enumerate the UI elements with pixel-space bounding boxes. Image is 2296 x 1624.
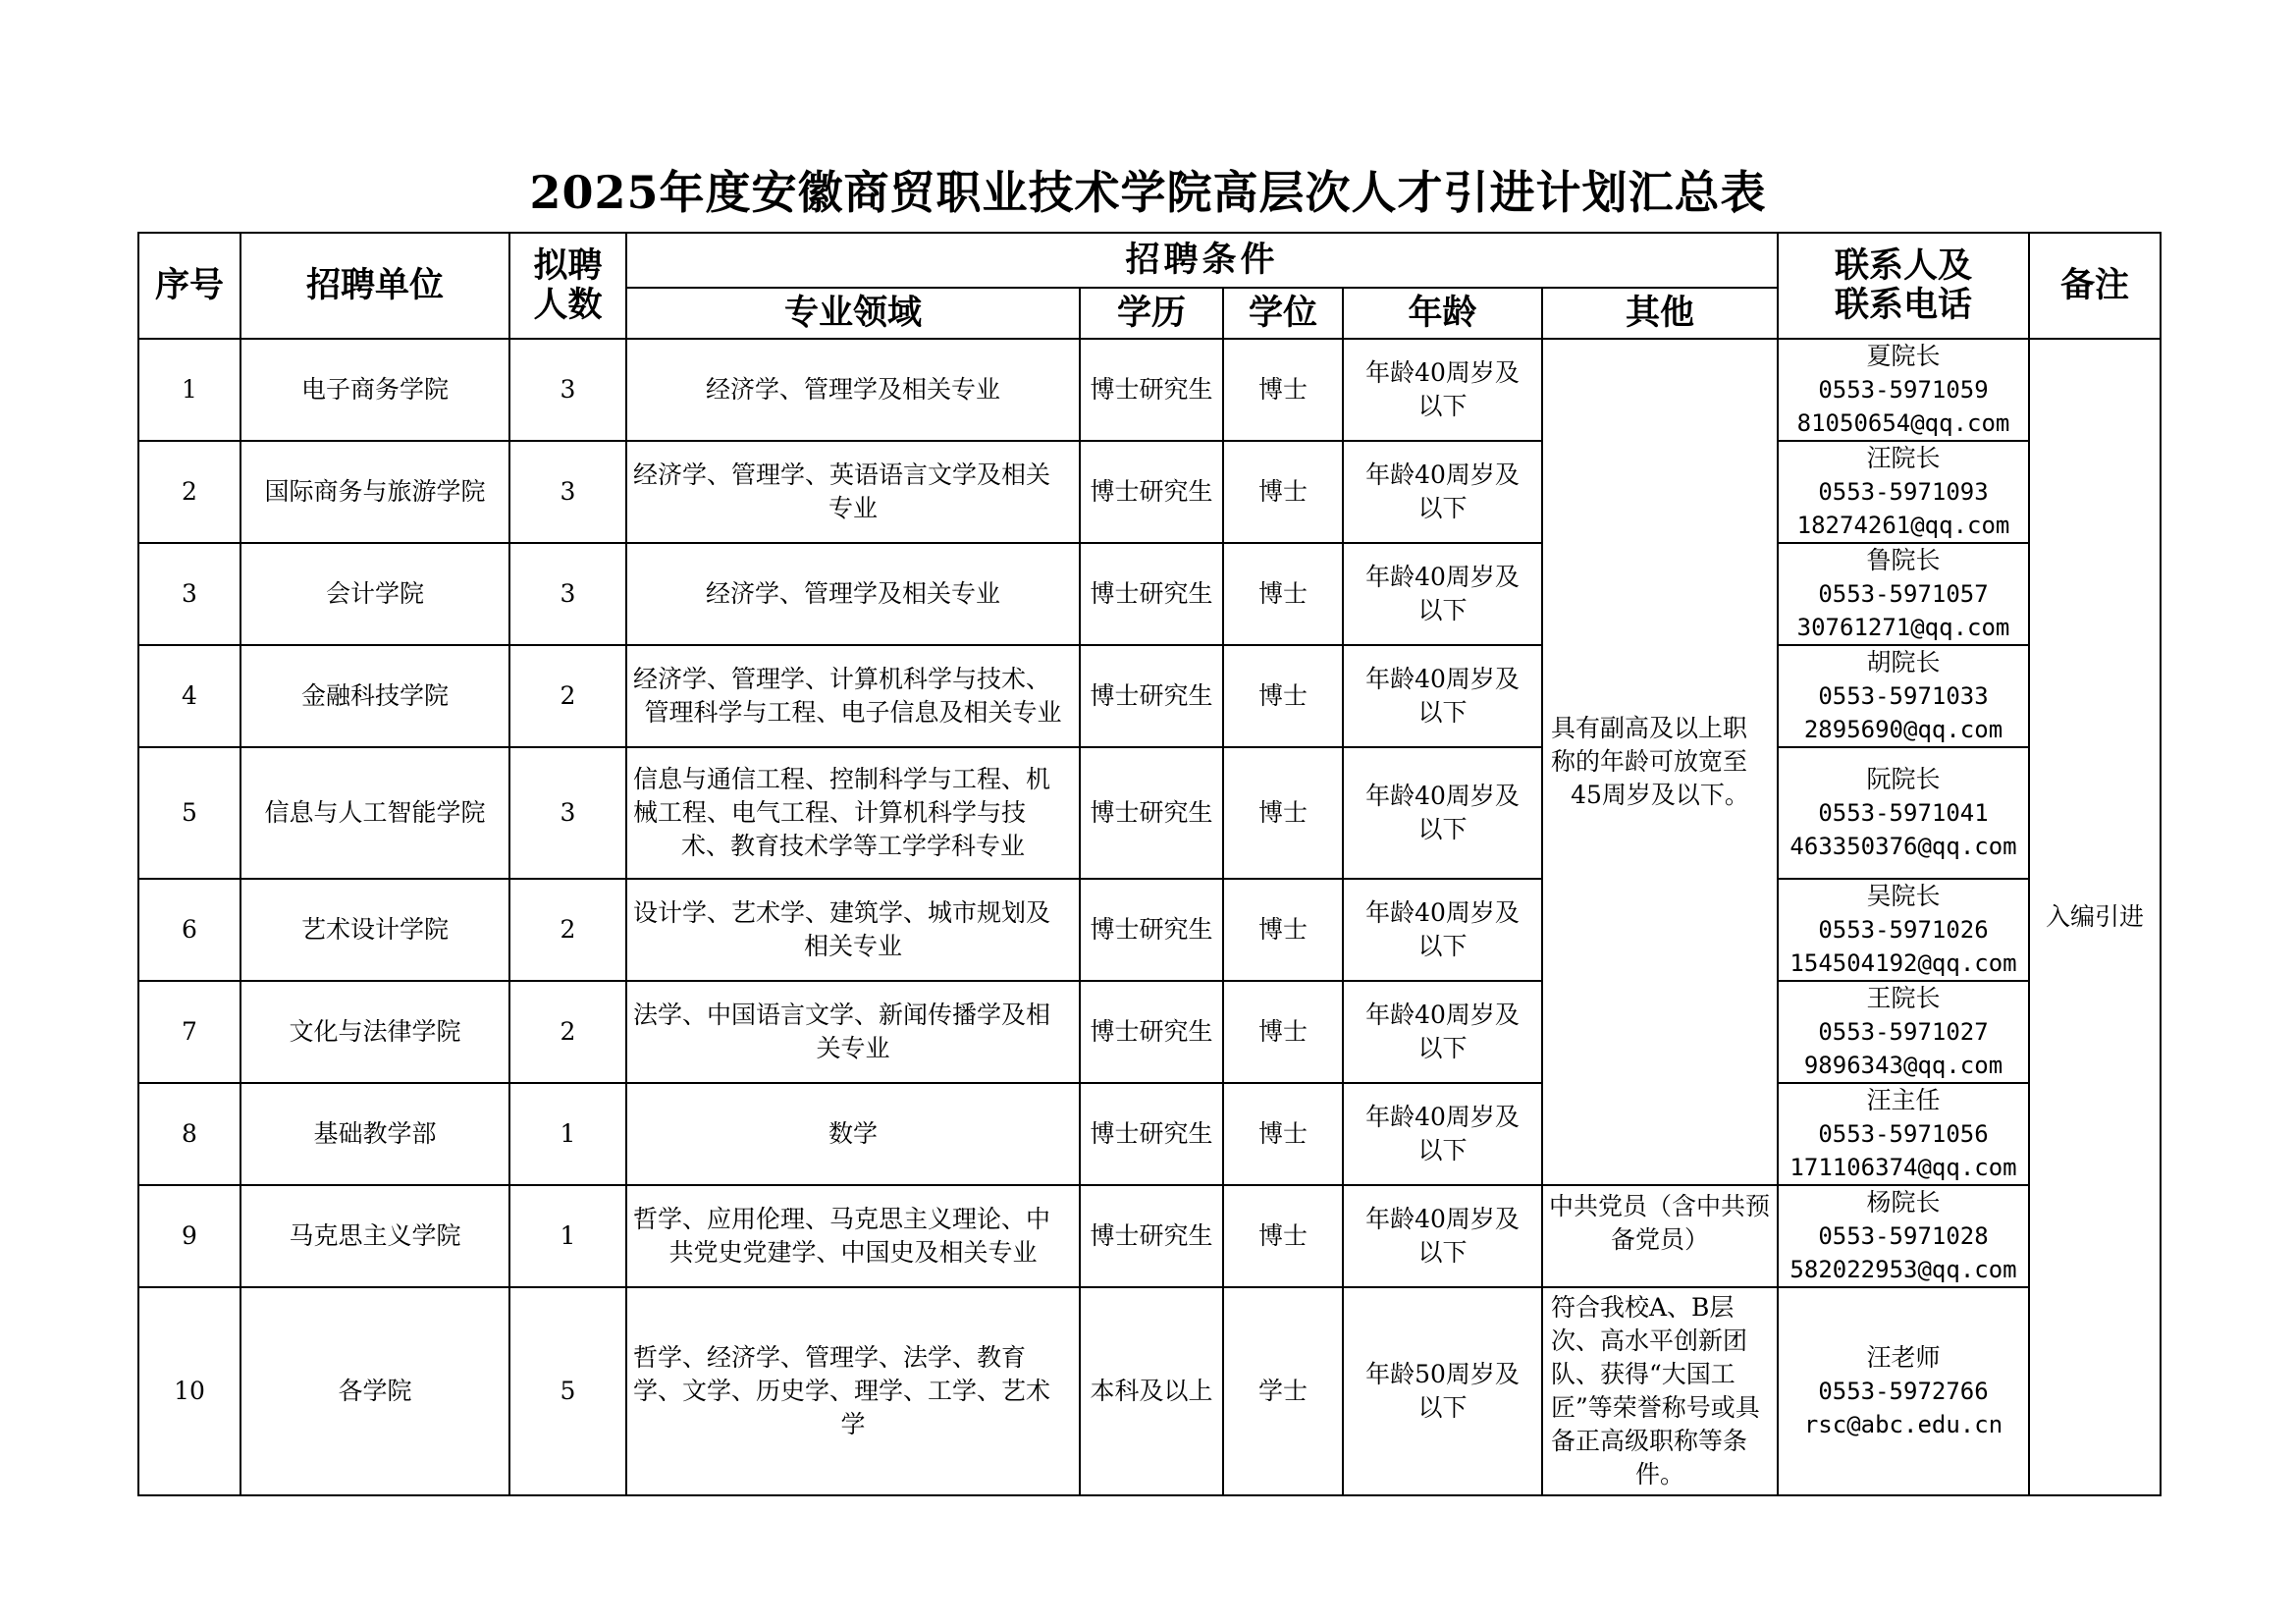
other-cell: 符合我校A、B层次、高水平创新团队、获得“大国工匠”等荣誉称号或具备正高级职称等条件。 — [1542, 1287, 1778, 1495]
count-cell: 2 — [509, 981, 626, 1083]
contact-cell — [1778, 981, 2029, 1083]
major-cell: 数学 — [626, 1083, 1080, 1185]
major-cell: 哲学、应用伦理、马克思主义理论、中共党史党建学、中国史及相关专业 — [626, 1185, 1080, 1287]
age-cell: 年龄40周岁及以下 — [1343, 645, 1542, 747]
contact-name: 吴院长 — [1866, 882, 1941, 910]
table-row — [138, 747, 2161, 879]
count-cell: 2 — [509, 645, 626, 747]
recruitment-table — [137, 232, 2162, 1496]
count-cell: 5 — [509, 1287, 626, 1495]
seq-cell: 10 — [138, 1287, 240, 1495]
major-cell: 经济学、管理学、英语语言文学及相关专业 — [626, 441, 1080, 543]
seq-cell: 4 — [138, 645, 240, 747]
header-age: 年龄 — [1343, 288, 1542, 339]
header-count: 拟聘人数 — [509, 233, 626, 339]
age-cell: 年龄40周岁及以下 — [1343, 879, 1542, 981]
table-row — [138, 879, 2161, 981]
other-cell: 中共党员（含中共预备党员） — [1542, 1185, 1778, 1287]
contact-phone: 0553-5971059 — [1818, 376, 1989, 404]
seq-cell: 5 — [138, 747, 240, 879]
table-row — [138, 1083, 2161, 1185]
education-cell: 博士研究生 — [1080, 645, 1223, 747]
degree-cell: 博士 — [1223, 1083, 1343, 1185]
contact-phone: 0553-5971026 — [1818, 916, 1989, 944]
table-row — [138, 543, 2161, 645]
education-cell: 博士研究生 — [1080, 543, 1223, 645]
unit-cell: 信息与人工智能学院 — [240, 747, 509, 879]
contact-name: 汪院长 — [1866, 444, 1941, 472]
contact-cell — [1778, 543, 2029, 645]
major-cell: 经济学、管理学、计算机科学与技术、管理科学与工程、电子信息及相关专业 — [626, 645, 1080, 747]
major-cell: 经济学、管理学及相关专业 — [626, 339, 1080, 441]
contact-name: 阮院长 — [1866, 765, 1941, 793]
education-cell: 博士研究生 — [1080, 1083, 1223, 1185]
contact-phone: 0553-5971027 — [1818, 1018, 1989, 1046]
contact-cell — [1778, 441, 2029, 543]
unit-cell: 文化与法律学院 — [240, 981, 509, 1083]
header-education: 学历 — [1080, 288, 1223, 339]
degree-cell: 博士 — [1223, 747, 1343, 879]
table-row — [138, 339, 2161, 441]
count-cell: 3 — [509, 543, 626, 645]
contact-cell — [1778, 1083, 2029, 1185]
unit-cell: 国际商务与旅游学院 — [240, 441, 509, 543]
count-cell: 3 — [509, 339, 626, 441]
contact-phone: 0553-5971028 — [1818, 1222, 1989, 1250]
header-degree: 学位 — [1223, 288, 1343, 339]
seq-cell: 9 — [138, 1185, 240, 1287]
unit-cell: 基础教学部 — [240, 1083, 509, 1185]
education-cell: 博士研究生 — [1080, 441, 1223, 543]
contact-name: 汪老师 — [1866, 1343, 1941, 1372]
remark-shared-cell: 入编引进 — [2029, 339, 2161, 1495]
degree-cell: 博士 — [1223, 645, 1343, 747]
age-cell: 年龄40周岁及以下 — [1343, 543, 1542, 645]
seq-cell: 6 — [138, 879, 240, 981]
unit-cell: 会计学院 — [240, 543, 509, 645]
age-cell: 年龄40周岁及以下 — [1343, 441, 1542, 543]
degree-cell: 博士 — [1223, 441, 1343, 543]
unit-cell: 马克思主义学院 — [240, 1185, 509, 1287]
contact-name: 鲁院长 — [1866, 546, 1941, 574]
header-seq: 序号 — [138, 233, 240, 339]
contact-phone: 0553-5971057 — [1818, 580, 1989, 608]
contact-name: 杨院长 — [1866, 1188, 1941, 1217]
contact-email: 463350376@qq.com — [1789, 833, 2017, 860]
major-cell: 法学、中国语言文学、新闻传播学及相关专业 — [626, 981, 1080, 1083]
contact-name: 胡院长 — [1866, 648, 1941, 677]
contact-cell — [1778, 879, 2029, 981]
major-cell: 经济学、管理学及相关专业 — [626, 543, 1080, 645]
contact-name: 汪主任 — [1866, 1086, 1941, 1114]
contact-phone: 0553-5971033 — [1818, 682, 1989, 710]
count-cell: 1 — [509, 1083, 626, 1185]
education-cell: 博士研究生 — [1080, 1185, 1223, 1287]
contact-cell — [1778, 747, 2029, 879]
seq-cell: 1 — [138, 339, 240, 441]
degree-cell: 博士 — [1223, 879, 1343, 981]
major-cell: 信息与通信工程、控制科学与工程、机械工程、电气工程、计算机科学与技术、教育技术学等工学学科专业 — [626, 747, 1080, 879]
contact-email: 18274261@qq.com — [1796, 512, 2010, 539]
unit-cell: 金融科技学院 — [240, 645, 509, 747]
seq-cell: 7 — [138, 981, 240, 1083]
contact-cell — [1778, 1185, 2029, 1287]
header-contact: 联系人及联系电话 — [1778, 233, 2029, 339]
contact-cell — [1778, 1287, 2029, 1495]
contact-phone: 0553-5971041 — [1818, 799, 1989, 827]
unit-cell: 各学院 — [240, 1287, 509, 1495]
degree-cell: 博士 — [1223, 543, 1343, 645]
contact-email: 171106374@qq.com — [1789, 1154, 2017, 1181]
header-major: 专业领域 — [626, 288, 1080, 339]
contact-email: 30761271@qq.com — [1796, 614, 2010, 641]
contact-email: 81050654@qq.com — [1796, 409, 2010, 437]
degree-cell: 博士 — [1223, 1185, 1343, 1287]
age-cell: 年龄40周岁及以下 — [1343, 1185, 1542, 1287]
other-shared-cell: 具有副高及以上职称的年龄可放宽至45周岁及以下。 — [1542, 339, 1778, 1185]
contact-cell — [1778, 339, 2029, 441]
age-cell: 年龄40周岁及以下 — [1343, 1083, 1542, 1185]
contact-email: 582022953@qq.com — [1789, 1256, 2017, 1283]
education-cell: 本科及以上 — [1080, 1287, 1223, 1495]
seq-cell: 8 — [138, 1083, 240, 1185]
table-row — [138, 1287, 2161, 1495]
contact-name: 夏院长 — [1866, 342, 1941, 370]
table-row — [138, 1185, 2161, 1287]
unit-cell: 艺术设计学院 — [240, 879, 509, 981]
count-cell: 3 — [509, 441, 626, 543]
contact-email: 154504192@qq.com — [1789, 949, 2017, 977]
table-row — [138, 981, 2161, 1083]
contact-phone: 0553-5972766 — [1818, 1378, 1989, 1405]
contact-phone: 0553-5971093 — [1818, 478, 1989, 506]
major-cell: 哲学、经济学、管理学、法学、教育学、文学、历史学、理学、工学、艺术学 — [626, 1287, 1080, 1495]
major-cell: 设计学、艺术学、建筑学、城市规划及相关专业 — [626, 879, 1080, 981]
count-cell: 3 — [509, 747, 626, 879]
contact-name: 王院长 — [1866, 984, 1941, 1012]
count-cell: 2 — [509, 879, 626, 981]
age-cell: 年龄40周岁及以下 — [1343, 981, 1542, 1083]
age-cell: 年龄40周岁及以下 — [1343, 339, 1542, 441]
age-cell: 年龄40周岁及以下 — [1343, 747, 1542, 879]
contact-email: 9896343@qq.com — [1803, 1052, 2003, 1079]
header-other: 其他 — [1542, 288, 1778, 339]
contact-cell — [1778, 645, 2029, 747]
degree-cell: 博士 — [1223, 339, 1343, 441]
education-cell: 博士研究生 — [1080, 339, 1223, 441]
contact-email: 2895690@qq.com — [1803, 716, 2003, 743]
education-cell: 博士研究生 — [1080, 747, 1223, 879]
table-row — [138, 441, 2161, 543]
count-cell: 1 — [509, 1185, 626, 1287]
seq-cell: 2 — [138, 441, 240, 543]
age-cell: 年龄50周岁及以下 — [1343, 1287, 1542, 1495]
contact-phone: 0553-5971056 — [1818, 1120, 1989, 1148]
education-cell: 博士研究生 — [1080, 981, 1223, 1083]
page-title: 2025年度安徽商贸职业技术学院高层次人才引进计划汇总表 — [529, 166, 1767, 219]
unit-cell: 电子商务学院 — [240, 339, 509, 441]
table-row — [138, 645, 2161, 747]
header-unit: 招聘单位 — [240, 233, 509, 339]
header-remark: 备注 — [2029, 233, 2161, 339]
degree-cell: 学士 — [1223, 1287, 1343, 1495]
seq-cell: 3 — [138, 543, 240, 645]
education-cell: 博士研究生 — [1080, 879, 1223, 981]
contact-email: rsc@abc.edu.cn — [1803, 1411, 2003, 1438]
header-conditions: 招聘条件 — [626, 233, 1778, 288]
degree-cell: 博士 — [1223, 981, 1343, 1083]
